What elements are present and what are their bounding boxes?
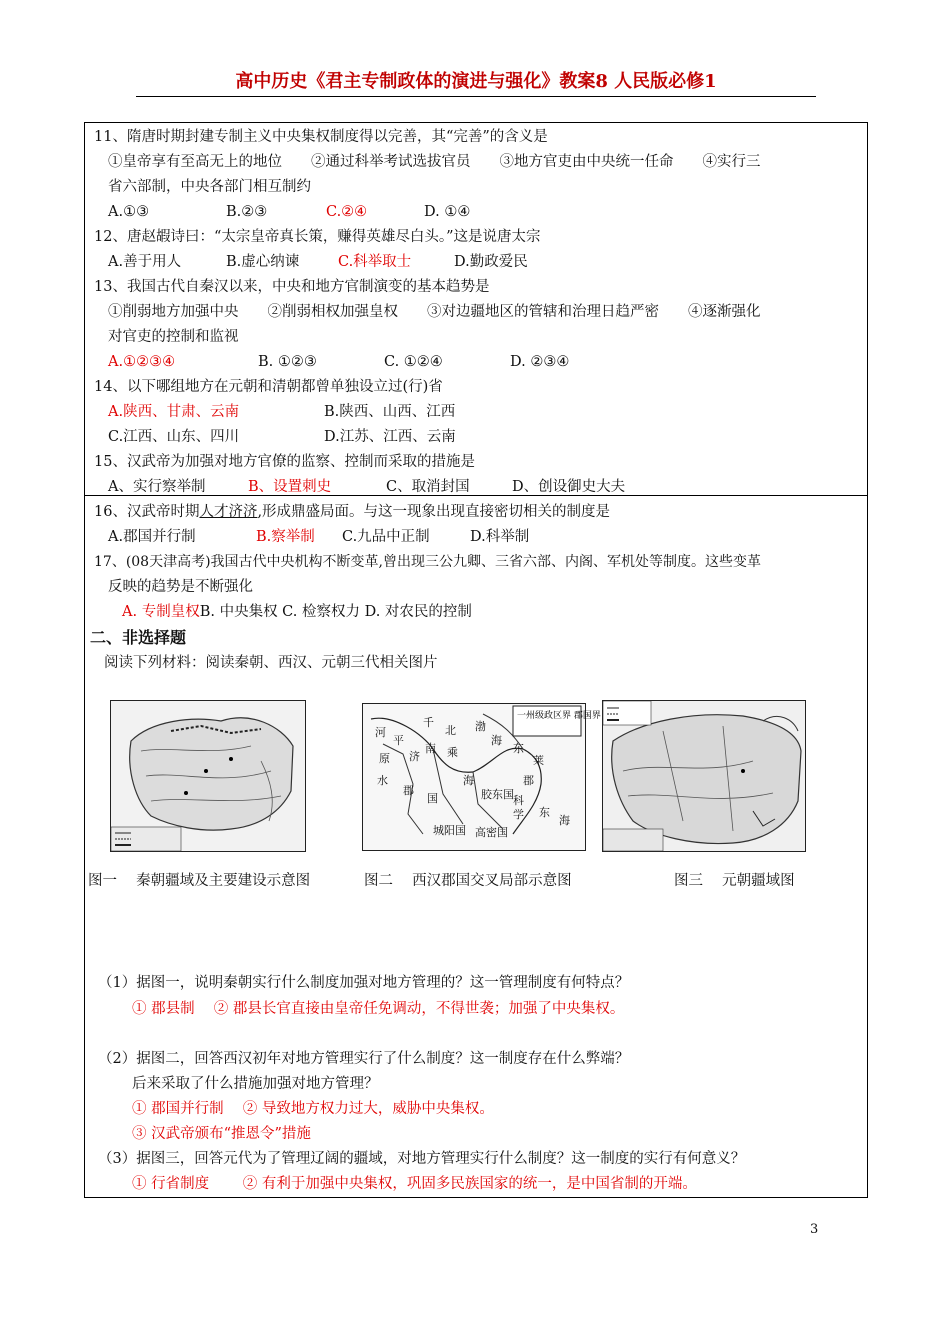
fig2-label: 郡 <box>403 784 414 797</box>
q12-option-d: D.勤政爱民 <box>454 254 528 270</box>
fig2-label: 海 <box>559 814 570 827</box>
fig2-label: 河 <box>375 726 386 739</box>
fig2-label: 国 <box>427 792 438 805</box>
answer2-text-1: ① 郡国并行制 ② 导致地方权力过大，威胁中央集权。 <box>132 1101 494 1117</box>
section2-heading: 二、非选择题 <box>90 628 187 647</box>
fig2-legend-text: 一州级政区界 郡国界 <box>517 711 601 721</box>
q14-stem: 14、以下哪组地方在元朝和清朝都曾单独设立过(行)省 <box>94 379 443 395</box>
fig2-label: 城阳国 <box>433 824 466 837</box>
answer2-question-1: （2）据图二，回答西汉初年对地方管理实行了什么制度？这一制度存在什么弊端？ <box>98 1051 630 1067</box>
q16-stem-post: ,形成鼎盛局面。与这一现象出现直接密切相关的制度是 <box>257 504 611 520</box>
q11-option-b: B.②③ <box>226 204 268 220</box>
q16-stem-underline: 人才济济 <box>199 504 258 520</box>
q14-options-row2 <box>108 426 456 448</box>
answer1-question: （1）据图一，说明秦朝实行什么制度加强对地方管理的？这一管理制度有何特点？ <box>98 975 630 991</box>
q16-option-b: B.察举制 <box>256 529 315 545</box>
fig2-label: 海 <box>491 734 502 747</box>
q12-option-a: A.善于用人 <box>108 254 182 270</box>
page-number: 3 <box>810 1222 819 1237</box>
han-map-graphic <box>363 704 601 850</box>
figure1-caption: 图一 秦朝疆域及主要建设示意图 <box>88 873 311 889</box>
q13-option-d: D. ②③④ <box>510 354 570 370</box>
section2-intro: 阅读下列材料：阅读秦朝、西汉、元朝三代相关图片 <box>104 655 438 671</box>
q17-options-rest: B. 中央集权 C. 检察权力 D. 对农民的控制 <box>199 604 472 620</box>
q16-option-c: C.九品中正制 <box>342 529 430 545</box>
q15-stem: 15、汉武帝为加强对地方官僚的监察、控制而采取的措施是 <box>94 454 475 470</box>
page-title: 高中历史《君主专制政体的演进与强化》教案8 人民版必修1 <box>136 70 816 97</box>
q16-option-a: A.郡国并行制 <box>108 529 196 545</box>
q13-option-a: A.①②③④ <box>108 354 176 370</box>
figure1-qin-map <box>110 700 306 852</box>
q11-items-1: ①皇帝享有至高无上的地位 ②通过科举考试选拔官员 ③地方官吏由中央统一任命 ④实行三 <box>108 154 761 170</box>
fig2-label: 郡 <box>523 774 534 787</box>
q15-options <box>108 476 625 498</box>
fig2-label: 原 <box>379 752 390 765</box>
answer2-text-2: ③ 汉武帝颁布“推恩令”措施 <box>132 1126 311 1142</box>
q16-stem <box>94 501 610 523</box>
q14-option-c: C.江西、山东、四川 <box>108 429 240 445</box>
q12-option-c: C.科举取士 <box>338 254 412 270</box>
fig2-label: 学 <box>513 808 524 821</box>
q15-option-c: C、取消封国 <box>386 479 470 495</box>
answer3-text: ① 行省制度 ② 有利于加强中央集权，巩固多民族国家的统一，是中国省制的开端。 <box>132 1176 697 1192</box>
q11-options <box>108 201 470 223</box>
fig2-label: 东 <box>513 742 524 755</box>
q11-items-2: 省六部制，中央各部门相互制约 <box>108 179 311 195</box>
q15-option-b: B、设置刺史 <box>248 479 332 495</box>
q17-stem-2: 反映的趋势是不断强化 <box>108 579 253 595</box>
fig2-label: 北 <box>445 724 456 737</box>
q17-stem-1: 17、(08天津高考)我国古代中央机构不断变革,曾出现三公九卿、三省六部、内阁、军机处等制度。这些变革 <box>94 554 762 570</box>
fig2-label: 千 <box>423 716 434 729</box>
q13-items-1: ①削弱地方加强中央 ②削弱相权加强皇权 ③对边疆地区的管辖和治理日趋严密 ④逐渐强化 <box>108 304 761 320</box>
q16-options <box>108 526 529 548</box>
fig2-label: 南 <box>425 742 436 755</box>
q11-stem: 11、隋唐时期封建专制主义中央集权制度得以完善，其“完善”的含义是 <box>94 129 548 145</box>
q11-option-c: C.②④ <box>326 204 368 220</box>
yuan-map-graphic <box>603 701 805 851</box>
q17-option-a: A. 专制皇权 <box>122 604 200 620</box>
q15-option-d: D、创设御史大夫 <box>512 479 626 495</box>
answer1-text: ① 郡县制 ② 郡县长官直接由皇帝任免调动，不得世袭；加强了中央集权。 <box>132 1001 625 1017</box>
q14-option-d: D.江苏、江西、云南 <box>324 429 456 445</box>
q13-stem: 13、我国古代自秦汉以来，中央和地方官制演变的基本趋势是 <box>94 279 490 295</box>
q12-stem: 12、唐赵嘏诗曰：“太宗皇帝真长策，赚得英雄尽白头。”这是说唐太宗 <box>94 229 541 245</box>
q14-option-a: A.陕西、甘肃、云南 <box>108 404 240 420</box>
q13-items-2: 对官吏的控制和监视 <box>108 329 239 345</box>
fig2-label: 乘 <box>447 746 458 759</box>
answer3-question: （3）据图三，回答元代为了管理辽阔的疆域，对地方管理实行什么制度？这一制度的实行有何意义？ <box>98 1151 746 1167</box>
q16-stem-pre: 16、汉武帝时期 <box>94 504 200 520</box>
answer2-question-2: 后来采取了什么措施加强对地方管理？ <box>132 1076 379 1092</box>
q11-option-d: D. ①④ <box>424 204 471 220</box>
q11-option-a: A.①③ <box>108 204 150 220</box>
figure3-caption: 图三 元朝疆域图 <box>674 873 795 889</box>
q14-option-b: B.陕西、山西、江西 <box>324 404 456 420</box>
q13-option-b: B. ①②③ <box>258 354 317 370</box>
fig2-label: 科 <box>513 794 524 807</box>
q12-options <box>108 251 528 273</box>
fig2-label: 莱 <box>533 754 544 767</box>
fig2-label: 水 <box>377 774 388 787</box>
figure2-caption: 图二 西汉郡国交叉局部示意图 <box>364 873 572 889</box>
fig2-label: 海 <box>463 774 474 787</box>
q12-option-b: B.虚心纳谏 <box>226 254 300 270</box>
figure2-han-map <box>362 703 601 851</box>
q14-options-row1 <box>108 401 455 423</box>
q13-option-c: C. ①②④ <box>384 354 443 370</box>
q13-options <box>108 351 569 373</box>
fig2-label: 东 <box>539 806 550 819</box>
fig2-label: 渤 <box>475 720 486 733</box>
fig2-label: 胶东国 <box>481 788 514 801</box>
fig2-label: 高密国 <box>475 826 508 839</box>
fig2-label: 平 <box>393 734 404 747</box>
fig2-label: 济 <box>409 750 420 763</box>
q17-options <box>122 601 472 623</box>
q15-option-a: A、实行察举制 <box>108 479 206 495</box>
figure3-yuan-map <box>602 700 806 852</box>
q16-option-d: D.科举制 <box>470 529 530 545</box>
qin-map-graphic <box>111 701 305 851</box>
